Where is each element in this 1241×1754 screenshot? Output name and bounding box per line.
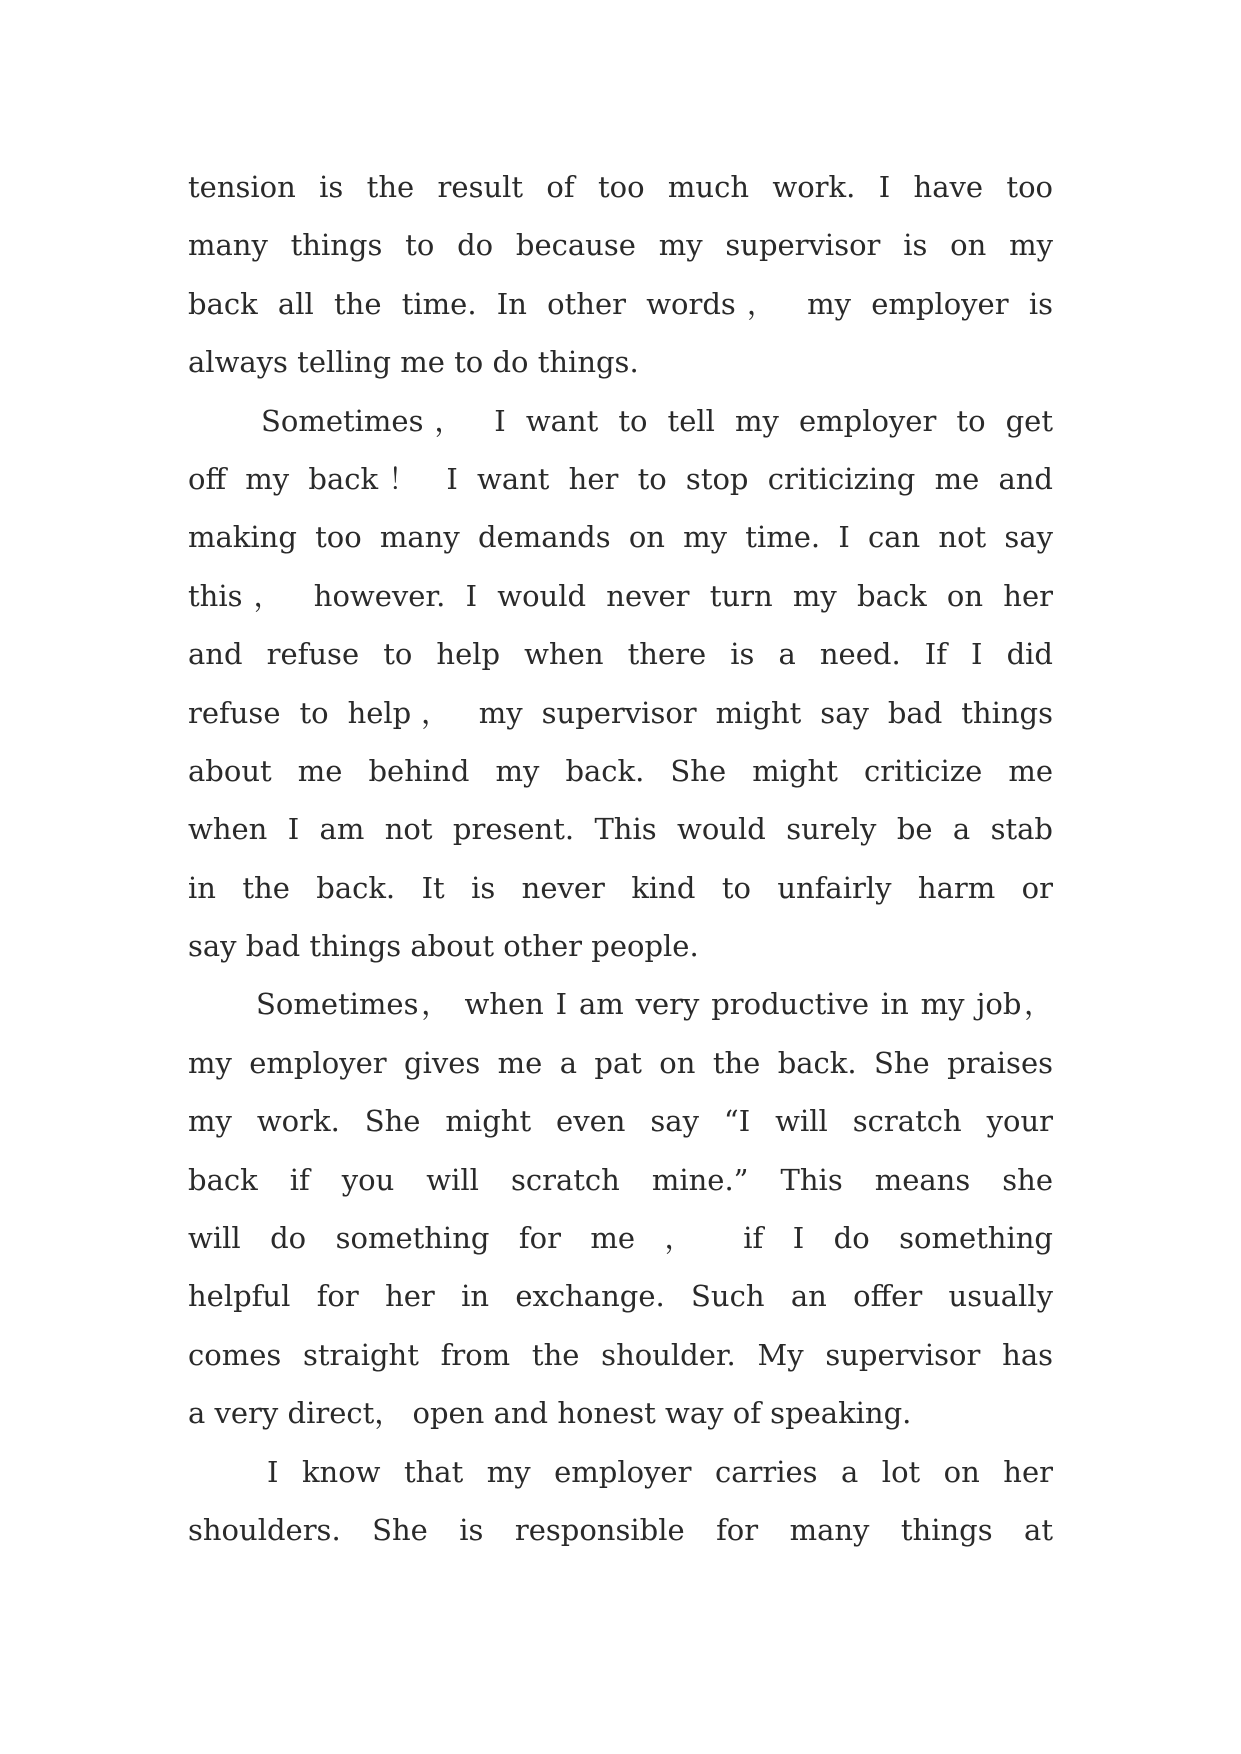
- text-line: back all the time. In other words， my employer is: [188, 286, 1053, 321]
- text-line: and refuse to help when there is a need. If I did: [188, 637, 1053, 672]
- body-text: [188, 158, 1053, 1559]
- text-line: will do something for me ， if I do something: [188, 1221, 1053, 1256]
- text-line: refuse to help， my supervisor might say bad things: [188, 695, 1053, 730]
- text-line: tension is the result of too much work. I have too: [188, 170, 1053, 204]
- paragraph-first-line: I know that my employer carries a lot on her: [267, 1454, 1053, 1489]
- text-line: off my back！ I want her to stop criticizing me and: [188, 461, 1053, 496]
- text-line: when I am not present. This would surely be a stab: [188, 812, 1053, 847]
- text-line: comes straight from the shoulder. My supervisor has: [188, 1337, 1053, 1372]
- text-line: this， however. I would never turn my back on her: [188, 578, 1053, 613]
- text-line: say bad things about other people.: [188, 929, 699, 964]
- paragraph-first-line: Sometimes， when I am very productive in my job，: [256, 987, 1053, 1022]
- text-line: making too many demands on my time. I can not say: [188, 520, 1053, 555]
- text-line: always telling me to do things.: [188, 345, 639, 380]
- text-line: helpful for her in exchange. Such an offer usually: [188, 1279, 1053, 1314]
- text-line: my employer gives me a pat on the back. She praises: [188, 1045, 1053, 1080]
- text-line: a very direct， open and honest way of speaking.: [188, 1396, 912, 1431]
- text-line: in the back. It is never kind to unfairly harm or: [188, 870, 1053, 905]
- text-line: shoulders. She is responsible for many things at: [188, 1512, 1053, 1547]
- text-line: many things to do because my supervisor is on my: [188, 228, 1053, 263]
- text-line: my work. She might even say “I will scratch your: [188, 1104, 1053, 1139]
- text-line: back if you will scratch mine.” This means she: [188, 1162, 1053, 1197]
- paragraph-first-line: Sometimes， I want to tell my employer to get: [261, 403, 1053, 438]
- text-line: about me behind my back. She might criticize me: [188, 753, 1053, 788]
